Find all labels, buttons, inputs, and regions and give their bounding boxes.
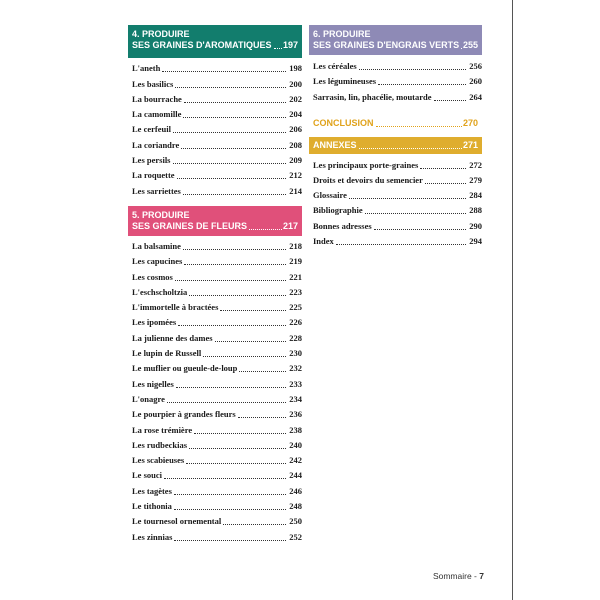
leader-dots bbox=[183, 117, 286, 118]
leader-dots bbox=[174, 509, 286, 510]
toc-entry-page: 230 bbox=[289, 348, 302, 359]
leader-dots bbox=[336, 244, 466, 245]
toc-entry-label: Le pourpier à grandes fleurs bbox=[132, 409, 236, 420]
toc-entry[interactable] bbox=[132, 166, 302, 181]
toc-entry-page: 202 bbox=[289, 93, 302, 104]
toc-entry[interactable] bbox=[132, 267, 302, 282]
toc-entry[interactable] bbox=[313, 216, 482, 231]
section-header-aromatiques[interactable] bbox=[128, 25, 302, 58]
toc-entry-page: 294 bbox=[469, 235, 482, 246]
leader-dots bbox=[425, 183, 466, 184]
toc-entry-page: 260 bbox=[469, 76, 482, 87]
toc-entry-page: 198 bbox=[289, 63, 302, 74]
toc-entry-label: La camomille bbox=[132, 109, 182, 120]
toc-entry-page: 223 bbox=[289, 286, 302, 297]
leader-dots bbox=[184, 102, 286, 103]
toc-entry-page: 279 bbox=[469, 174, 482, 185]
toc-entry-page: 204 bbox=[289, 109, 302, 120]
leader-dots bbox=[183, 249, 286, 250]
toc-entry[interactable] bbox=[132, 451, 302, 466]
toc-entry-label: Les principaux porte-graines bbox=[313, 159, 419, 170]
toc-entry[interactable] bbox=[313, 87, 482, 102]
toc-entry-page: 214 bbox=[289, 185, 302, 196]
toc-entry-page: 256 bbox=[469, 61, 482, 72]
leader-dots bbox=[420, 168, 466, 169]
leader-dots bbox=[189, 295, 286, 296]
leader-dots bbox=[203, 356, 286, 357]
leader-dots bbox=[359, 69, 466, 70]
toc-entry-page: 244 bbox=[289, 470, 302, 481]
toc-entry-page: 233 bbox=[289, 378, 302, 389]
toc-entry-page: 219 bbox=[289, 256, 302, 267]
footer-page-number: 7 bbox=[479, 571, 484, 581]
toc-entry-page: 212 bbox=[289, 170, 302, 181]
toc-entry-label: La rose trémière bbox=[132, 424, 193, 435]
leader-dots bbox=[223, 524, 286, 525]
toc-entry[interactable] bbox=[132, 120, 302, 135]
section-title-line2: SES GRAINES DE FLEURS bbox=[132, 220, 248, 231]
toc-entry-page: 232 bbox=[289, 363, 302, 374]
leader-dots bbox=[176, 387, 286, 388]
toc-entry[interactable] bbox=[313, 201, 482, 216]
toc-entry[interactable] bbox=[313, 186, 482, 201]
toc-entry[interactable] bbox=[132, 420, 302, 435]
toc-entry-label: Droits et devoirs du semencier bbox=[313, 174, 423, 185]
toc-entry[interactable] bbox=[132, 359, 302, 374]
toc-entry-page: 226 bbox=[289, 317, 302, 328]
toc-entry-label: Le tithonia bbox=[132, 501, 172, 512]
section-title-line1: 6. PRODUIRE bbox=[313, 29, 371, 39]
leader-dots bbox=[374, 229, 466, 230]
toc-entry[interactable] bbox=[132, 328, 302, 343]
toc-entry[interactable] bbox=[313, 232, 482, 247]
toc-entry-page: 272 bbox=[469, 159, 482, 170]
toc-entry-label: Les capucines bbox=[132, 256, 183, 267]
toc-entry-page: 238 bbox=[289, 424, 302, 435]
leader-dots bbox=[189, 448, 286, 449]
leader-dots bbox=[178, 325, 286, 326]
toc-entry-label: Index bbox=[313, 235, 334, 246]
section-page: 255 bbox=[462, 40, 478, 50]
toc-entry[interactable] bbox=[132, 151, 302, 166]
toc-entry-label: L'eschscholtzia bbox=[132, 286, 188, 297]
toc-entry-label: Les sarriettes bbox=[132, 185, 181, 196]
section-page: 217 bbox=[282, 220, 298, 231]
leader-dots bbox=[249, 229, 282, 230]
toc-entry-label: Le muflier ou gueule-de-loup bbox=[132, 363, 238, 374]
leader-dots bbox=[167, 402, 286, 403]
leader-dots bbox=[175, 87, 286, 88]
toc-entry[interactable] bbox=[132, 481, 302, 496]
toc-entry-page: 250 bbox=[289, 516, 302, 527]
leader-dots bbox=[174, 540, 286, 541]
toc-entry-label: L'aneth bbox=[132, 63, 161, 74]
toc-entry-page: 252 bbox=[289, 531, 302, 542]
leader-dots bbox=[434, 100, 466, 101]
toc-entry-label: Bonnes adresses bbox=[313, 220, 372, 231]
leader-dots bbox=[238, 417, 286, 418]
leader-dots bbox=[184, 264, 286, 265]
leader-dots bbox=[220, 310, 286, 311]
toc-entry[interactable] bbox=[132, 74, 302, 89]
toc-entry-label: Glossaire bbox=[313, 190, 347, 201]
toc-entry-label: L'immortelle à bractées bbox=[132, 302, 219, 313]
toc-entry-label: Le souci bbox=[132, 470, 162, 481]
toc-entry-page: 284 bbox=[469, 190, 482, 201]
toc-entry-label: Les persils bbox=[132, 155, 171, 166]
conclusion-title: CONCLUSION bbox=[313, 117, 374, 128]
toc-entry-label: Le lupin de Russell bbox=[132, 348, 202, 359]
toc-entry[interactable] bbox=[132, 181, 302, 196]
toc-entry-label: Les rudbeckias bbox=[132, 439, 188, 450]
toc-entry[interactable] bbox=[132, 298, 302, 313]
toc-entry[interactable] bbox=[132, 59, 302, 74]
toc-entry-label: Le cerfeuil bbox=[132, 124, 171, 135]
toc-entry[interactable] bbox=[132, 344, 302, 359]
toc-entry[interactable] bbox=[132, 374, 302, 389]
toc-entry-label: Les basilics bbox=[132, 78, 174, 89]
toc-entry-label: Les ipomées bbox=[132, 317, 177, 328]
toc-entry-label: Les tagètes bbox=[132, 485, 172, 496]
footer-label: Sommaire - bbox=[432, 571, 477, 581]
leader-dots bbox=[175, 280, 286, 281]
leader-dots bbox=[164, 478, 286, 479]
leader-dots bbox=[365, 213, 466, 214]
toc-entry-label: Les cosmos bbox=[132, 271, 173, 282]
toc-entry-page: 240 bbox=[289, 439, 302, 450]
toc-entry-page: 221 bbox=[289, 271, 302, 282]
toc-entry-label: Bibliographie bbox=[313, 205, 363, 216]
leader-dots bbox=[215, 341, 286, 342]
toc-entry-label: La julienne des dames bbox=[132, 332, 213, 343]
section-page: 197 bbox=[282, 40, 298, 50]
toc-entry-page: 225 bbox=[289, 302, 302, 313]
toc-entry-page: 248 bbox=[289, 501, 302, 512]
leader-dots bbox=[173, 163, 287, 164]
toc-entry-page: 290 bbox=[469, 220, 482, 231]
toc-entry[interactable] bbox=[132, 527, 302, 542]
section-title-line1: 5. PRODUIRE bbox=[132, 209, 190, 220]
toc-entry[interactable] bbox=[313, 72, 482, 87]
toc-entry-page: 234 bbox=[289, 393, 302, 404]
leader-dots bbox=[461, 48, 462, 49]
toc-entry[interactable] bbox=[132, 466, 302, 481]
section-header-fleurs[interactable] bbox=[128, 206, 302, 236]
toc-entry[interactable] bbox=[132, 237, 302, 252]
toc-entry[interactable] bbox=[132, 436, 302, 451]
toc-entry-page: 236 bbox=[289, 409, 302, 420]
toc-entry-page: 206 bbox=[289, 124, 302, 135]
toc-entry[interactable] bbox=[313, 156, 482, 171]
leader-dots bbox=[186, 463, 286, 464]
leader-dots bbox=[349, 198, 466, 199]
annexes-title: ANNEXES bbox=[313, 139, 357, 150]
section-title-line2: SES GRAINES D'ENGRAIS VERTS bbox=[313, 40, 460, 50]
toc-entry[interactable] bbox=[132, 497, 302, 512]
toc-entry[interactable] bbox=[313, 57, 482, 72]
toc-entry-label: Les scabieuses bbox=[132, 455, 185, 466]
section-title-line1: 4. PRODUIRE bbox=[132, 29, 190, 39]
toc-entry-page: 246 bbox=[289, 485, 302, 496]
leader-dots bbox=[181, 148, 286, 149]
toc-entry[interactable] bbox=[132, 135, 302, 150]
toc-entry-label: Sarrasin, lin, phacélie, moutarde bbox=[313, 91, 432, 102]
leader-dots bbox=[177, 178, 286, 179]
toc-entry-page: 209 bbox=[289, 155, 302, 166]
toc-entry[interactable] bbox=[132, 512, 302, 527]
toc-entry-label: La bourrache bbox=[132, 93, 182, 104]
toc-list-annexes bbox=[309, 156, 482, 247]
toc-entry[interactable] bbox=[132, 90, 302, 105]
leader-dots bbox=[378, 84, 466, 85]
conclusion-page: 270 bbox=[462, 117, 478, 128]
leader-dots bbox=[183, 194, 286, 195]
toc-entry-label: La coriandre bbox=[132, 139, 180, 150]
toc-entry-label: Les céréales bbox=[313, 61, 357, 72]
toc-right-column bbox=[309, 25, 482, 247]
toc-list-fleurs bbox=[128, 237, 302, 543]
toc-entry-page: 242 bbox=[289, 455, 302, 466]
toc-entry-label: Les légumineuses bbox=[313, 76, 377, 87]
annexes-page: 271 bbox=[462, 139, 478, 150]
toc-left-column bbox=[128, 25, 302, 543]
section-conclusion[interactable] bbox=[309, 115, 482, 129]
toc-list-aromatiques bbox=[128, 59, 302, 197]
toc-entry-page: 264 bbox=[469, 91, 482, 102]
leader-dots bbox=[274, 48, 282, 49]
section-header-annexes[interactable] bbox=[309, 137, 482, 154]
toc-entry[interactable] bbox=[132, 313, 302, 328]
toc-entry-label: L'onagre bbox=[132, 393, 165, 404]
toc-entry-page: 208 bbox=[289, 139, 302, 150]
toc-entry[interactable] bbox=[132, 405, 302, 420]
leader-dots bbox=[162, 71, 286, 72]
page-edge-line bbox=[512, 0, 513, 600]
toc-entry-page: 200 bbox=[289, 78, 302, 89]
section-header-engrais[interactable] bbox=[309, 25, 482, 55]
page-footer bbox=[414, 571, 484, 581]
toc-entry-label: La roquette bbox=[132, 170, 175, 181]
toc-entry-label: Les zinnias bbox=[132, 531, 173, 542]
leader-dots bbox=[239, 371, 286, 372]
toc-entry-label: Le tournesol ornemental bbox=[132, 516, 222, 527]
leader-dots bbox=[194, 433, 286, 434]
leader-dots bbox=[359, 148, 462, 149]
toc-entry-label: Les nigelles bbox=[132, 378, 174, 389]
toc-entry-page: 288 bbox=[469, 205, 482, 216]
toc-entry[interactable] bbox=[313, 171, 482, 186]
leader-dots bbox=[376, 126, 462, 127]
leader-dots bbox=[174, 494, 286, 495]
toc-entry[interactable] bbox=[132, 283, 302, 298]
toc-entry[interactable] bbox=[132, 105, 302, 120]
section-title-line2: SES GRAINES D'AROMATIQUES bbox=[132, 40, 272, 50]
toc-entry-page: 218 bbox=[289, 240, 302, 251]
toc-entry-page: 228 bbox=[289, 332, 302, 343]
toc-entry[interactable] bbox=[132, 252, 302, 267]
leader-dots bbox=[173, 132, 286, 133]
toc-entry[interactable] bbox=[132, 390, 302, 405]
toc-list-engrais bbox=[309, 57, 482, 103]
toc-entry-label: La balsamine bbox=[132, 240, 181, 251]
